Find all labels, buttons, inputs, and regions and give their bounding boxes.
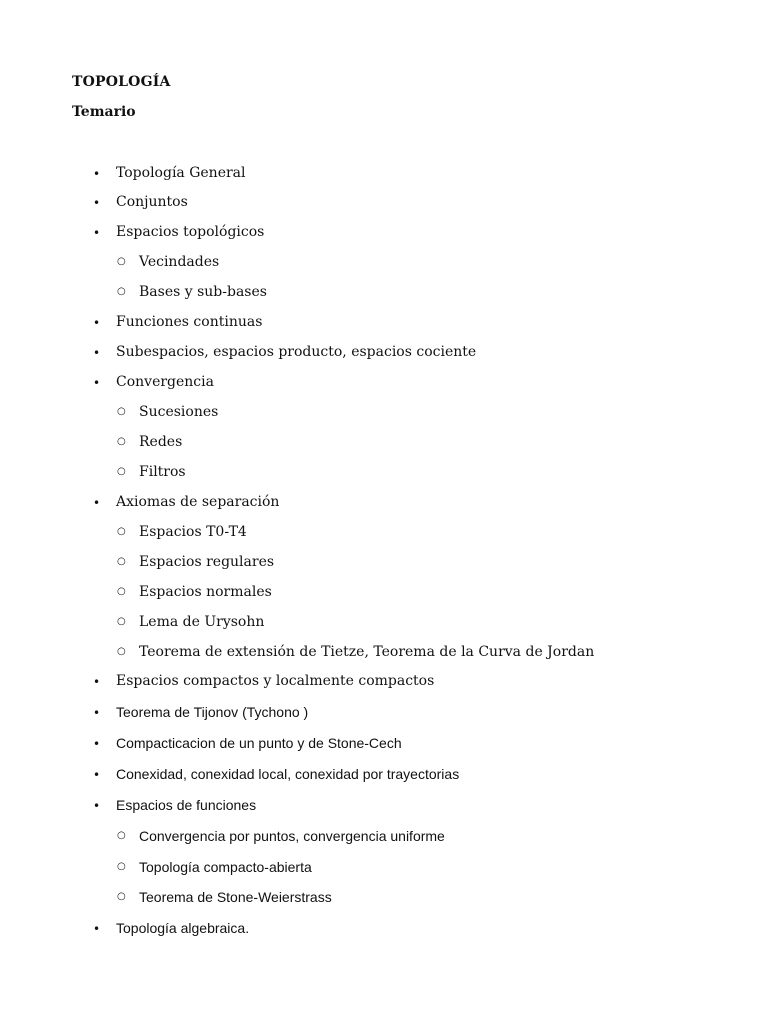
- list-item: Funciones continuas: [116, 314, 263, 330]
- list-item: Subespacios, espacios producto, espacios cociente: [116, 344, 477, 360]
- list-item: Redes: [139, 434, 183, 450]
- list-item: Espacios compactos y localmente compactos: [116, 673, 435, 689]
- circle-bullet-icon: ○: [117, 286, 126, 297]
- list-item: Conjuntos: [116, 194, 188, 210]
- circle-bullet-icon: ○: [117, 830, 126, 841]
- list-item: Lema de Urysohn: [139, 614, 265, 630]
- circle-bullet-icon: ○: [117, 436, 126, 447]
- bullet-icon: •: [93, 799, 101, 813]
- list-item: Conexidad, conexidad local, conexidad por trayectorias: [116, 766, 460, 782]
- list-item: Topología General: [116, 165, 246, 181]
- list-item: Bases y sub-bases: [139, 284, 267, 300]
- bullet-icon: •: [93, 706, 101, 720]
- circle-bullet-icon: ○: [117, 616, 126, 627]
- bullet-icon: •: [93, 496, 101, 510]
- list-item: Teorema de Tijonov (Tychono ): [116, 704, 309, 720]
- list-item: Teorema de Stone-Weierstrass: [139, 889, 332, 905]
- circle-bullet-icon: ○: [117, 466, 126, 477]
- list-item: Topología algebraica.: [116, 920, 250, 936]
- list-item: Vecindades: [139, 254, 220, 270]
- list-item: Convergencia por puntos, convergencia uniforme: [139, 828, 445, 844]
- bullet-icon: •: [93, 167, 101, 181]
- circle-bullet-icon: ○: [117, 526, 126, 537]
- circle-bullet-icon: ○: [117, 556, 126, 567]
- list-item: Sucesiones: [139, 404, 219, 420]
- list-item: Espacios T0-T4: [139, 524, 247, 540]
- document-subtitle: Temario: [72, 104, 136, 120]
- list-item: Espacios regulares: [139, 554, 275, 570]
- bullet-icon: •: [93, 675, 101, 689]
- list-item: Axiomas de separación: [116, 494, 280, 510]
- bullet-icon: •: [93, 376, 101, 390]
- list-item: Topología compacto-abierta: [139, 859, 312, 875]
- bullet-icon: •: [93, 768, 101, 782]
- bullet-icon: •: [93, 922, 101, 936]
- bullet-icon: •: [93, 316, 101, 330]
- circle-bullet-icon: ○: [117, 406, 126, 417]
- bullet-icon: •: [93, 226, 101, 240]
- circle-bullet-icon: ○: [117, 256, 126, 267]
- list-item: Espacios de funciones: [116, 797, 257, 813]
- list-item: Convergencia: [116, 374, 214, 390]
- list-item: Espacios topológicos: [116, 224, 265, 240]
- circle-bullet-icon: ○: [117, 891, 126, 902]
- document-title: TOPOLOGÍA: [72, 74, 171, 90]
- bullet-icon: •: [93, 196, 101, 210]
- circle-bullet-icon: ○: [117, 646, 126, 657]
- circle-bullet-icon: ○: [117, 861, 126, 872]
- bullet-icon: •: [93, 737, 101, 751]
- list-item: Filtros: [139, 464, 186, 480]
- bullet-icon: •: [93, 346, 101, 360]
- list-item: Compacticacion de un punto y de Stone-Cech: [116, 735, 402, 751]
- circle-bullet-icon: ○: [117, 586, 126, 597]
- list-item: Espacios normales: [139, 584, 272, 600]
- list-item: Teorema de extensión de Tietze, Teorema de la Curva de Jordan: [139, 644, 595, 660]
